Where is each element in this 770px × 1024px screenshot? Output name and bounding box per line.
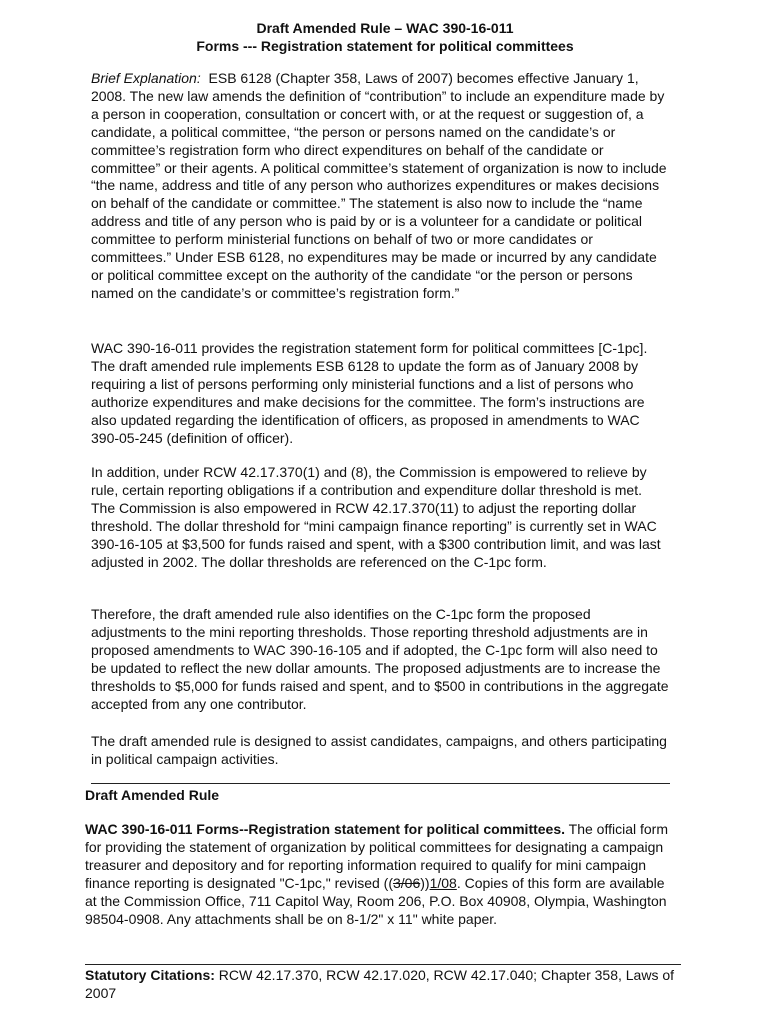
brief-explanation-body: ESB 6128 (Chapter 358, Laws of 2007) becomes effective January 1, 2008. The new law amends the definition of “contribution” to include an expenditure made by a person in cooperation, consultation or concert with, or at the request or suggestion of, a candidate, a political committee, “the person or persons named on the candidate’s or committee’s registration form who direct expenditures on behalf of the candidate or committee” or their agents. A political committee’s statement of organization is now to include “the name, address and title of any person who authorizes expenditures or makes decisions on behalf of the candidate or committee.” The statement is also now to include the “name address and title of any person who is paid by or is a volunteer for a candidate or political committee to perform ministerial functions on behalf of two or more candidates or committees.” Under ESB 6128, no expenditures may be made or incurred by any candidate or political committee except on the authority of the candidate “or the person or persons named on the candidate’s or committee’s registration form.” bbox=[91, 70, 667, 301]
threshold-authority-paragraph: In addition, under RCW 42.17.370(1) and (8), the Commission is empowered to relieve by rule, certain reporting obligations if a contribution and expenditure dollar threshold is met. The Commission is also empowered in RCW 42.17.370(11) to adjust the reporting dollar threshold. The dollar threshold for “mini campaign finance reporting” is currently set in WAC 390-16-105 at $3,500 for funds raised and spent, with a $300 contribution limit, and was last adjusted in 2002. The dollar thresholds are referenced on the C-1pc form. bbox=[91, 464, 661, 570]
statutory-citations bbox=[85, 966, 675, 1002]
wac-rule-body-mid: )) bbox=[420, 874, 430, 891]
struck-revision-date: 3/06 bbox=[392, 874, 421, 891]
form-description-paragraph: WAC 390-16-011 provides the registration statement form for political committees [C-1pc]. The draft amended rule implements ESB 6128 to update the form as of January 2008 by requiring a list of persons performing only ministerial functions and a list of persons who authorize expenditures and make decisions for the committee. The form’s instructions are also updated regarding the identification of officers, as proposed in amendments to WAC 390-05-245 (definition of officer). bbox=[91, 340, 648, 446]
document-title: Draft Amended Rule – WAC 390-16-011 bbox=[256, 20, 514, 36]
document-subtitle: Forms --- Registration statement for political committees bbox=[196, 38, 574, 54]
draft-rule-heading: Draft Amended Rule bbox=[85, 787, 220, 803]
brief-explanation-paragraph bbox=[91, 70, 669, 303]
purpose-paragraph: The draft amended rule is designed to assist candidates, campaigns, and others participating in political campaign activities. bbox=[91, 733, 667, 767]
threshold-adjustment-paragraph: Therefore, the draft amended rule also identifies on the C-1pc form the proposed adjustments to the mini reporting thresholds. Those reporting threshold adjustments are in proposed amendments to WAC 390-16-105 and if adopted, the C-1pc form will also need to be updated to reflect the new dollar amounts. The proposed adjustments are to increase the thresholds to $5,000 for funds raised and spent, and to $500 in contributions in the aggregate accepted from any one contributor. bbox=[91, 606, 669, 712]
wac-rule-text bbox=[85, 821, 675, 928]
inserted-revision-date: 1/08 bbox=[429, 874, 457, 891]
wac-rule-body-start: The official form for providing the statement of organization by political committees for designating a campaign treasurer and depository and for reporting information required to qualify for mini campaign finance reporting is designated "C-1pc," revised (( bbox=[85, 821, 668, 891]
wac-rule-body-end: . Copies of this form are available at the Commission Office, 711 Capitol Way, Room 206, P.O. Box 40908, Olympia, Washington 98504-0908. Any attachments shall be on 8-1/2" x 11" white paper. bbox=[85, 874, 667, 927]
section-divider bbox=[91, 783, 670, 784]
citations-divider bbox=[85, 964, 681, 965]
citations-label: Statutory Citations: bbox=[85, 967, 215, 983]
wac-rule-title: WAC 390-16-011 Forms--Registration statement for political committees. bbox=[85, 821, 566, 837]
brief-explanation-label: Brief Explanation: bbox=[91, 70, 201, 86]
citations-text: RCW 42.17.370, RCW 42.17.020, RCW 42.17.040; Chapter 358, Laws of 2007 bbox=[85, 967, 675, 1001]
